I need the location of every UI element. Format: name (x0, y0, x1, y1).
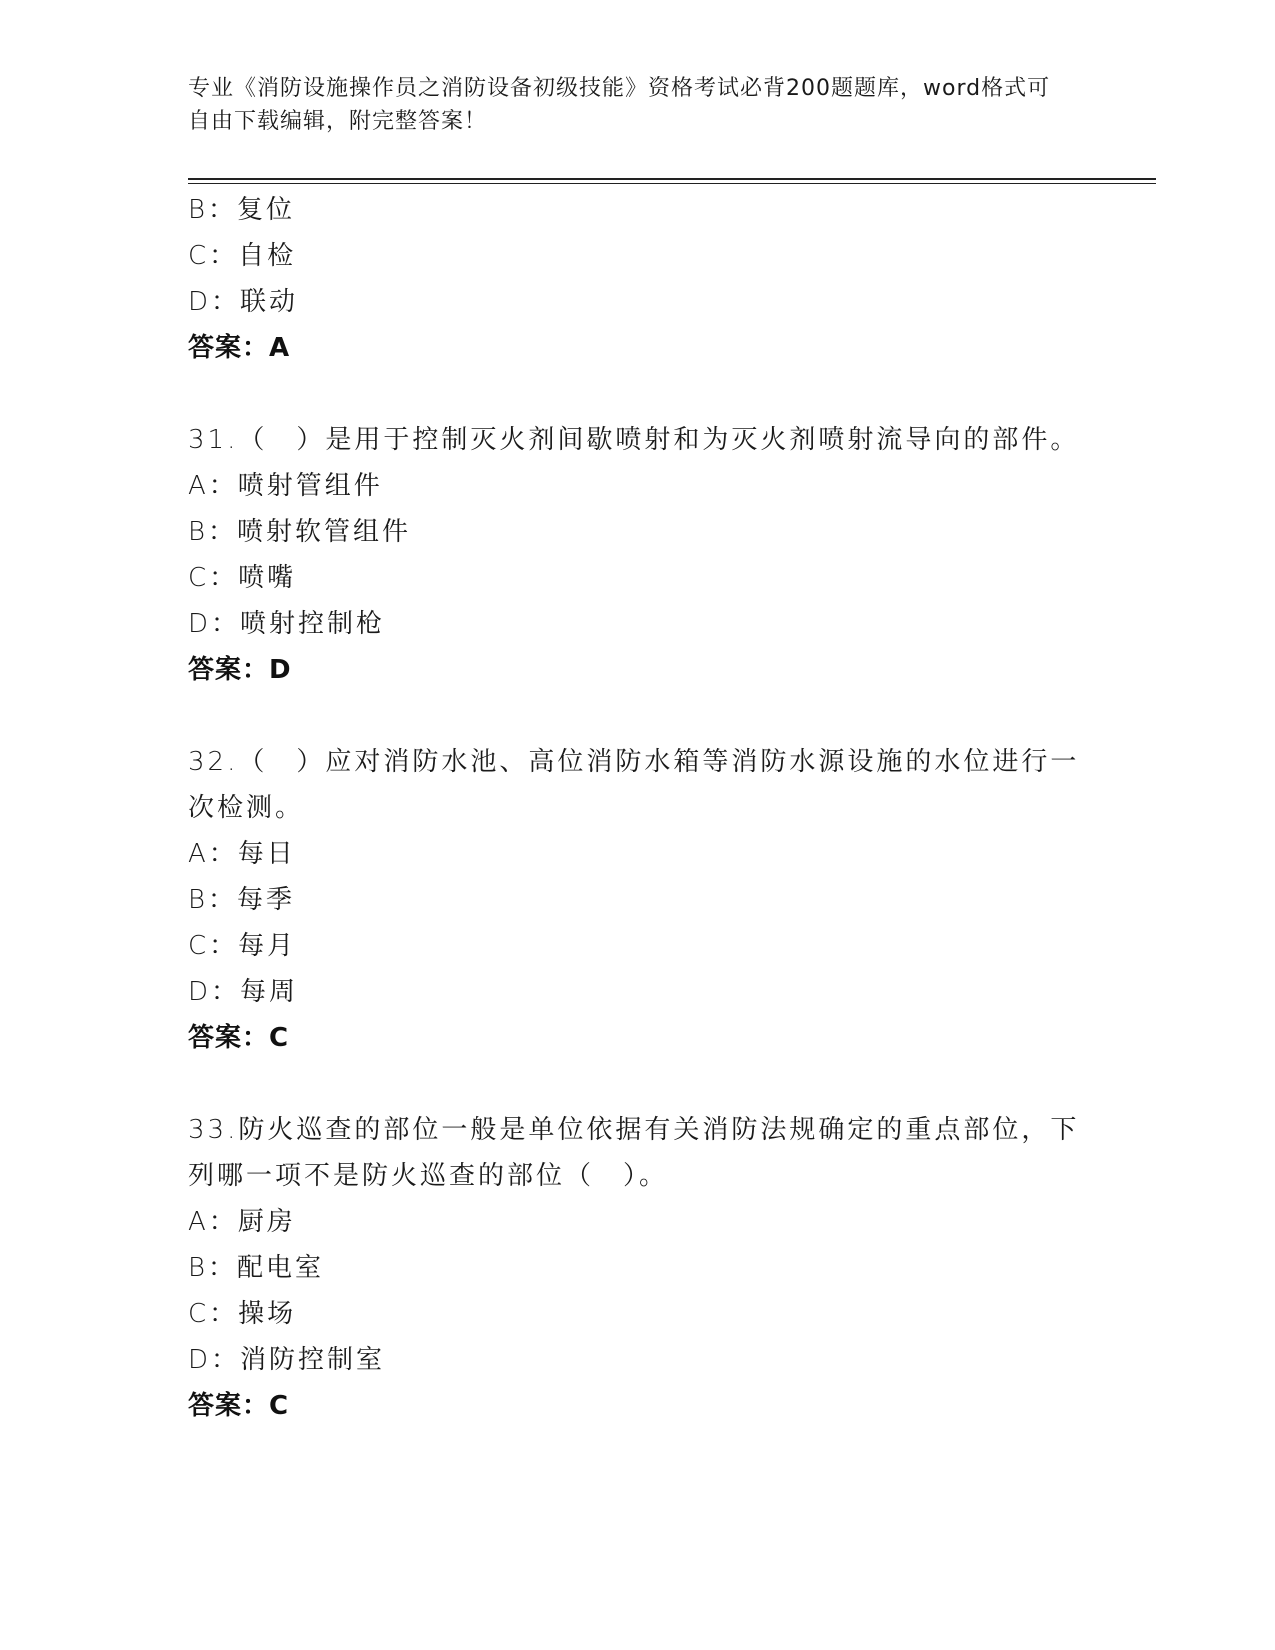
question-block-31 (188, 417, 1088, 693)
prev-question-block (188, 187, 1088, 371)
option-b: B：配电室 (188, 1253, 325, 1283)
option-b: B：每季 (188, 885, 296, 915)
option-a: A：厨房 (188, 1207, 296, 1237)
question-stem: 31.（ ）是用于控制灭火剂间歇喷射和为灭火剂喷射流导向的部件。 (188, 425, 1080, 455)
document-header: 专业《消防设施操作员之消防设备初级技能》资格考试必背200题题库，word格式可自由下载编辑，附完整答案！ (188, 76, 1051, 134)
option-b: B：喷射软管组件 (188, 517, 412, 547)
header-rule-thin (188, 183, 1156, 184)
header-rule-thick (188, 178, 1156, 180)
question-block-33 (188, 1107, 1088, 1429)
question-list (188, 187, 1088, 1429)
option-d: D：每周 (188, 977, 299, 1007)
answer-line: 答案：D (188, 655, 292, 685)
spacer (188, 693, 1088, 739)
question-block-32 (188, 739, 1088, 1061)
spacer (188, 1061, 1088, 1107)
option-a: A：喷射管组件 (188, 471, 383, 501)
option-c: C：喷嘴 (188, 563, 297, 593)
option-c: C：自检 (188, 241, 297, 271)
option-c: C：每月 (188, 931, 297, 961)
question-stem: 32.（ ）应对消防水池、高位消防水箱等消防水源设施的水位进行一次检测。 (188, 747, 1080, 823)
spacer (188, 371, 1088, 417)
answer-line: 答案：C (188, 1023, 290, 1053)
option-d: D：喷射控制枪 (188, 609, 386, 639)
answer-line: 答案：C (188, 1391, 290, 1421)
option-d: D：联动 (188, 287, 299, 317)
option-b: B：复位 (188, 195, 296, 225)
option-c: C：操场 (188, 1299, 297, 1329)
option-d: D：消防控制室 (188, 1345, 386, 1375)
question-stem: 33.防火巡查的部位一般是单位依据有关消防法规确定的重点部位，下列哪一项不是防火巡查的部位（ ）。 (188, 1115, 1080, 1191)
option-a: A：每日 (188, 839, 296, 869)
answer-line: 答案：A (188, 333, 291, 363)
